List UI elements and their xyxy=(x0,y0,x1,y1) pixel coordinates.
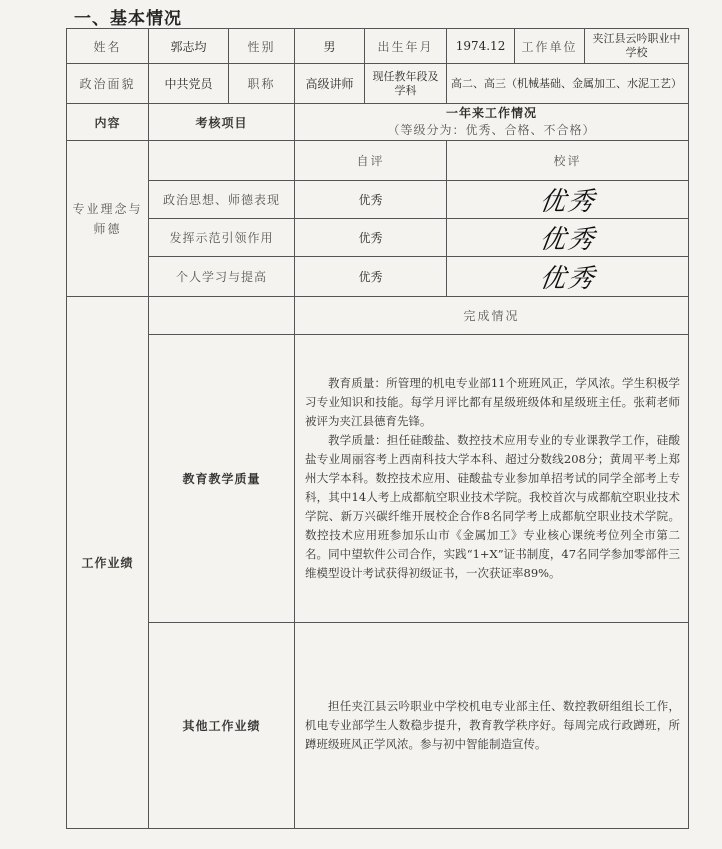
basic-info-row-2 xyxy=(67,64,689,104)
handwritten-grade: 优秀 xyxy=(537,264,598,294)
teaching-value: 高二、高三（机械基础、金属加工、水泥工艺） xyxy=(447,64,689,104)
evaluation-table xyxy=(66,28,689,829)
self-eval-value: 优秀 xyxy=(295,257,447,297)
teaching-quality-row xyxy=(67,335,689,623)
self-eval-header: 自评 xyxy=(295,141,447,181)
year-work-header xyxy=(295,104,689,141)
birth-label: 出生年月 xyxy=(365,29,447,64)
school-eval-value xyxy=(447,181,689,219)
grade-note: （等级分为：优秀、合格、不合格） xyxy=(387,123,596,137)
handwritten-grade: 优秀 xyxy=(537,187,598,217)
school-eval-value xyxy=(447,257,689,297)
section-title: 一、基本情况 xyxy=(74,9,182,29)
performance-blank-cell xyxy=(149,297,295,335)
self-eval-value: 优秀 xyxy=(295,181,447,219)
header-row xyxy=(67,104,689,141)
employer-label: 工作单位 xyxy=(515,29,585,64)
teaching-quality-paragraph: 教育质量：所管理的机电专业部11个班班风正，学风浓。学生积极学习专业知识和技能。每学月评比都有星级班级体和星级班主任。张莉老师被评为夹江县德育先锋。 xyxy=(305,376,681,428)
birth-value: 1974.12 xyxy=(447,29,515,64)
political-value: 中共党员 xyxy=(149,64,229,104)
other-work-text xyxy=(295,623,689,829)
gender-label: 性别 xyxy=(229,29,295,64)
school-eval-value xyxy=(447,219,689,257)
title-label: 职称 xyxy=(229,64,295,104)
basic-info-row-1 xyxy=(67,29,689,64)
content-header: 内容 xyxy=(67,104,149,141)
table-row xyxy=(67,257,689,297)
teaching-quality-label: 教育教学质量 xyxy=(149,335,295,623)
ethics-blank-cell xyxy=(149,141,295,181)
ethics-item: 发挥示范引领作用 xyxy=(149,219,295,257)
political-label: 政治面貌 xyxy=(67,64,149,104)
teaching-quality-text xyxy=(295,335,689,623)
performance-subheader-row xyxy=(67,297,689,335)
name-value: 郭志均 xyxy=(149,29,229,64)
items-header: 考核项目 xyxy=(149,104,295,141)
year-work-title: 一年来工作情况 xyxy=(446,106,538,120)
handwritten-grade: 优秀 xyxy=(537,225,598,255)
performance-category: 工作业绩 xyxy=(67,297,149,829)
title-value: 高级讲师 xyxy=(295,64,365,104)
ethics-item: 个人学习与提高 xyxy=(149,257,295,297)
table-row xyxy=(67,219,689,257)
ethics-category: 专业理念与师德 xyxy=(67,141,149,297)
gender-value: 男 xyxy=(295,29,365,64)
school-eval-header: 校评 xyxy=(447,141,689,181)
other-work-row xyxy=(67,623,689,829)
ethics-subheader-row xyxy=(67,141,689,181)
self-eval-value: 优秀 xyxy=(295,219,447,257)
other-work-label: 其他工作业绩 xyxy=(149,623,295,829)
completion-header: 完成情况 xyxy=(295,297,689,335)
other-work-paragraph: 担任夹江县云吟职业中学校机电专业部主任、数控教研组组长工作，机电专业部学生人数稳步提升，教育教学秩序好。每周完成行政蹲班，所蹲班级班风正学风浓。参与初中智能制造宣传。 xyxy=(305,699,681,751)
teaching-quality-paragraph: 教学质量：担任硅酸盐、数控技术应用专业的专业课教学工作，硅酸盐专业周丽容考上西南科技大学本科、超过分数线208分；黄周平考上郑州大学本科。数控技术应用、硅酸盐专业参加单招考试的同学全部考上专科，其中14人考上成都航空职业技术学院。我校首次与成都航空职业技术学院、新万兴碳纤维开展校企合作8名同学考上成都航空职业技术学院。数控技术应用班参加乐山市《金属加工》专业核心课统考位列全市第二名。同中望软件公司合作，实践“1+X”证书制度，47名同学参加零部件三维模型设计考试获得初级证书，一次获证率89%。 xyxy=(305,433,681,580)
teaching-label: 现任教年段及学科 xyxy=(365,64,447,104)
employer-value: 夹江县云吟职业中学校 xyxy=(585,29,689,64)
table-row xyxy=(67,181,689,219)
ethics-item: 政治思想、师德表现 xyxy=(149,181,295,219)
name-label: 姓名 xyxy=(67,29,149,64)
